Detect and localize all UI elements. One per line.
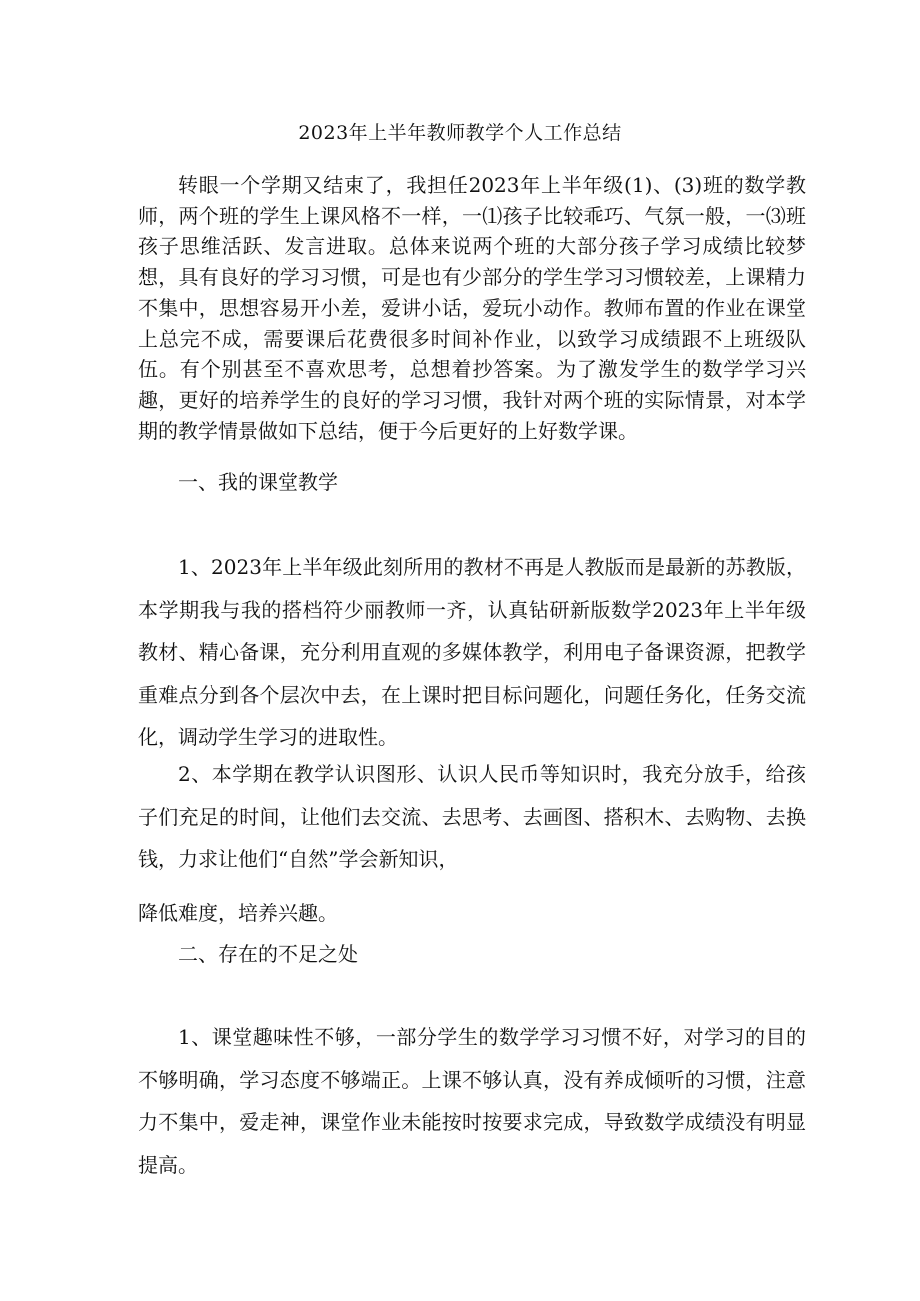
section1-item-2-paragraph: 2、本学期在教学认识图形、认识人民币等知识时，我充分放手，给孩子们充足的时间，让他们去交流、去思考、去画图、搭积木、去购物、去换钱，力求让他们“自然”学会新知识， <box>138 762 806 871</box>
document-title: 2023年上半年教师教学个人工作总结 <box>298 122 622 144</box>
intro-paragraph: 转眼一个学期又结束了，我担任2023年上半年级(1)、(3)班的数学教师，两个班的学生上课风格不一样，一⑴孩子比较乖巧、气氛一般，一⑶班孩子思维活跃、发言进取。总体来说两个班的大部分孩子学习成绩比较梦想，具有良好的学习习惯，可是也有少部分的学生学习习惯较差，上课精力不集中，思想容易开小差，爱讲小话，爱玩小动作。教师布置的作业在课堂上总完不成，需要课后花费很多时间补作业，以致学习成绩跟不上班级队伍。有个别甚至不喜欢思考，总想着抄答案。为了激发学生的数学学习兴趣，更好的培养学生的良好的学习习惯，我针对两个班的实际情景，对本学期的教学情景做如下总结，便于今后更好的上好数学课。 <box>138 173 806 443</box>
section-heading-classroom-teaching: 一、我的课堂教学 <box>178 470 338 494</box>
section1-item-2-continuation: 降低难度，培养兴趣。 <box>138 901 338 925</box>
section-heading-shortcomings: 二、存在的不足之处 <box>178 942 358 966</box>
section2-item-1-paragraph: 1、课堂趣味性不够，一部分学生的数学学习习惯不好，对学习的目的不够明确，学习态度不够端正。上课不够认真，没有养成倾听的习惯，注意力不集中，爱走神，课堂作业未能按时按要求完成，导致数学成绩没有明显提高。 <box>138 1025 806 1177</box>
section1-item-1-paragraph: 1、2023年上半年级此刻所用的教材不再是人教版而是最新的苏教版，本学期我与我的搭档符少丽教师一齐，认真钻研新版数学2023年上半年级教材、精心备课，充分利用直观的多媒体教学，利用电子备课资源，把教学重难点分到各个层次中去，在上课时把目标问题化，问题任务化，任务交流化，调动学生学习的进取性。 <box>138 555 806 749</box>
